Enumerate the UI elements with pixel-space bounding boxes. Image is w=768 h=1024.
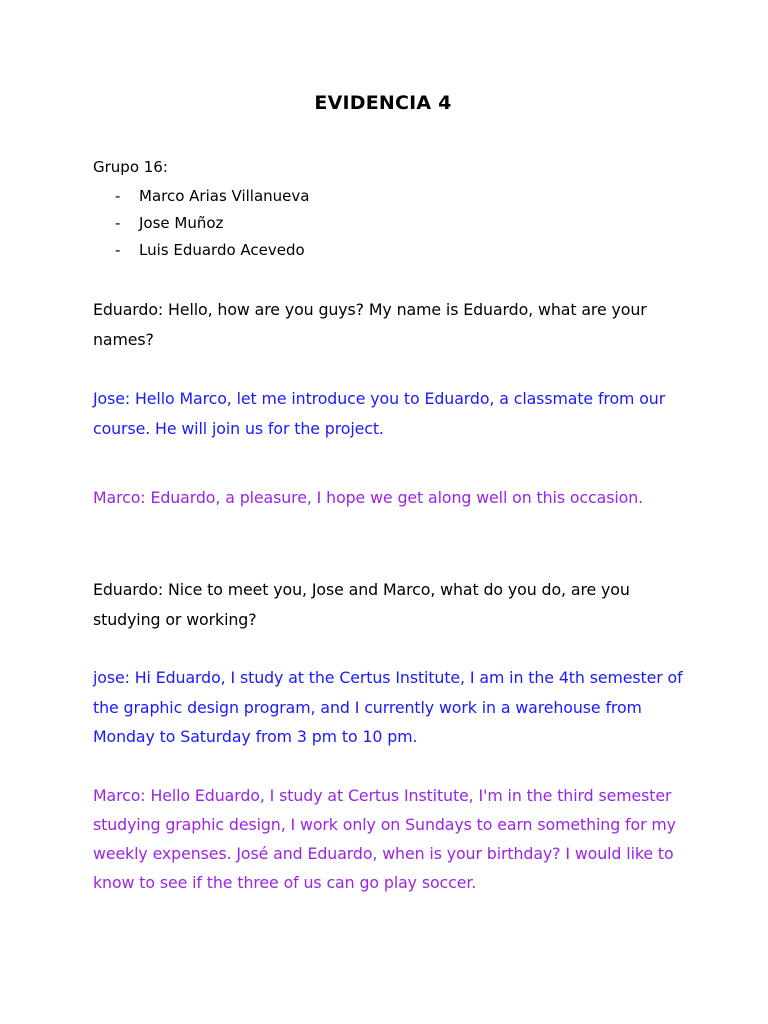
group-label: Grupo 16: [93, 158, 168, 176]
member-name: Luis Eduardo Acevedo [139, 241, 305, 259]
member-name: Marco Arias Villanueva [139, 187, 310, 205]
dialogue-jose-1: Jose: Hello Marco, let me introduce you to Eduardo, a classmate from our course. He will join us for the project. [93, 389, 666, 438]
dialogue-marco-1: Marco: Eduardo, a pleasure, I hope we get along well on this occasion. [93, 488, 644, 507]
dialogue-jose-2: jose: Hi Eduardo, I study at the Certus Institute, I am in the 4th semester of the graphic design program, and I currently work in a warehouse from Monday to Saturday from 3 pm to 10 pm. [93, 668, 683, 746]
document-title: EVIDENCIA 4 [314, 92, 452, 114]
member-item [93, 238, 309, 265]
member-list [93, 184, 309, 265]
member-item [93, 184, 309, 211]
list-bullet: - [115, 214, 121, 232]
member-item [93, 211, 309, 238]
dialogue-marco-2: Marco: Hello Eduardo, I study at Certus Institute, I'm in the third semester studying graphic design, I work only on Sundays to earn something for my weekly expenses. José and Eduardo, when is your birthday? I would like to know to see if the three of us can go play soccer. [93, 786, 676, 892]
dialogue-eduardo-1: Eduardo: Hello, how are you guys? My name is Eduardo, what are your names? [93, 300, 647, 349]
dialogue-eduardo-2: Eduardo: Nice to meet you, Jose and Marco, what do you do, are you studying or working? [93, 580, 630, 629]
list-bullet: - [115, 241, 121, 259]
member-name: Jose Muñoz [139, 214, 224, 232]
list-bullet: - [115, 187, 121, 205]
